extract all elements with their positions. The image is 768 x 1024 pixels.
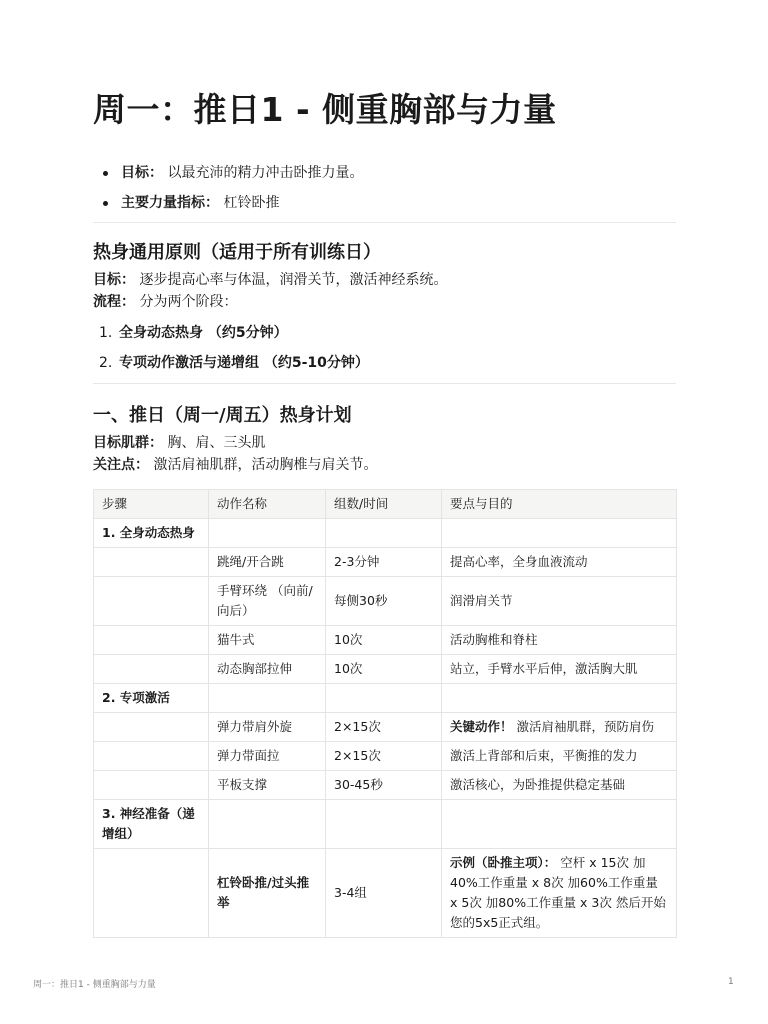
exercise-cell: 平板支撑: [209, 771, 326, 800]
item-key: 目标：: [121, 165, 163, 181]
focus-key: 关注点：: [93, 457, 149, 473]
exercise-cell: 动态胸部拉伸: [209, 655, 326, 684]
table-row: [94, 548, 677, 577]
muscles-value: 胸、肩、三头肌: [167, 435, 266, 451]
exercise-cell: 猫牛式: [209, 626, 326, 655]
warmup-goal: [93, 269, 447, 291]
divider: [93, 222, 676, 223]
push-muscles: [93, 432, 265, 454]
note-cell: 润滑肩关节: [442, 577, 677, 626]
focus-value: 激活肩袖肌群，活动胸椎与肩关节。: [153, 457, 378, 473]
exercise-cell: 手臂环绕 （向前/向后）: [209, 577, 326, 626]
sets-cell: 2×15次: [326, 742, 442, 771]
note-cell: 激活核心，为卧推提供稳定基础: [442, 771, 677, 800]
warmup-steps: [93, 318, 369, 378]
push-focus: [93, 454, 377, 476]
section-cell: 3. 神经准备（递增组）: [94, 800, 209, 849]
note-cell: 激活上背部和后束，平衡推的发力: [442, 742, 677, 771]
warmup-flow: [93, 291, 237, 313]
table-row: [94, 655, 677, 684]
goal-key: 目标：: [93, 272, 135, 288]
table-row: [94, 684, 677, 713]
table-row: [94, 742, 677, 771]
list-item: [93, 158, 363, 188]
exercise-cell: 跳绳/开合跳: [209, 548, 326, 577]
item-value: 杠铃卧推: [223, 195, 280, 211]
note-text: 空杆 x 15次 加40%工作重量 x 8次 加60%工作重量 x 5次 加80%工作重量 x 3次 然后开始您的5x5正式组。: [450, 855, 666, 930]
table-row: [94, 626, 677, 655]
flow-value: 分为两个阶段：: [139, 294, 238, 310]
note-cell: 活动胸椎和脊柱: [442, 626, 677, 655]
sets-cell: 10次: [326, 655, 442, 684]
warmup-heading: 热身通用原则（适用于所有训练日）: [93, 242, 381, 263]
note-key: 示例（卧推主项）：: [450, 855, 557, 870]
note-cell: 提高心率，全身血液流动: [442, 548, 677, 577]
table-row: [94, 849, 677, 938]
exercise-cell: 弹力带肩外旋: [209, 713, 326, 742]
flow-key: 流程：: [93, 294, 135, 310]
push-heading: 一、推日（周一/周五）热身计划: [93, 405, 352, 426]
intro-list: [93, 158, 363, 218]
step-number: 1.: [99, 325, 113, 341]
goal-value: 逐步提高心率与体温，润滑关节，激活神经系统。: [139, 272, 448, 288]
note-cell: 站立，手臂水平后伸，激活胸大肌: [442, 655, 677, 684]
table-row: [94, 519, 677, 548]
sets-cell: 3-4组: [326, 849, 442, 938]
step-text: 专项动作激活与递增组 （约5-10分钟）: [119, 355, 369, 371]
step-number: 2.: [99, 355, 113, 371]
warmup-table: [93, 489, 677, 938]
table-header-row: [94, 490, 677, 519]
note-cell: [442, 713, 677, 742]
header-notes: 要点与目的: [442, 490, 677, 519]
page-number: 1: [728, 977, 734, 987]
list-item: [93, 188, 363, 218]
sets-cell: 30-45秒: [326, 771, 442, 800]
header-sets: 组数/时间: [326, 490, 442, 519]
exercise-cell: 弹力带面拉: [209, 742, 326, 771]
list-item: [93, 348, 369, 378]
divider: [93, 383, 676, 384]
section-cell: 2. 专项激活: [94, 684, 209, 713]
table-row: [94, 771, 677, 800]
item-key: 主要力量指标：: [121, 195, 219, 211]
section-cell: 1. 全身动态热身: [94, 519, 209, 548]
header-step: 步骤: [94, 490, 209, 519]
table-row: [94, 577, 677, 626]
table-row: [94, 713, 677, 742]
sets-cell: 2-3分钟: [326, 548, 442, 577]
note-cell: [442, 849, 677, 938]
item-value: 以最充沛的精力冲击卧推力量。: [167, 165, 364, 181]
note-key: 关键动作！: [450, 719, 513, 734]
note-text: 激活肩袖肌群，预防肩伤: [516, 719, 655, 734]
header-exercise: 动作名称: [209, 490, 326, 519]
muscles-key: 目标肌群：: [93, 435, 163, 451]
footer-title: 周一：推日1 - 侧重胸部与力量: [33, 980, 156, 990]
list-item: [93, 318, 369, 348]
table-row: [94, 800, 677, 849]
sets-cell: 10次: [326, 626, 442, 655]
sets-cell: 2×15次: [326, 713, 442, 742]
page-title: 周一：推日1 - 侧重胸部与力量: [93, 90, 557, 129]
exercise-cell: 杠铃卧推/过头推举: [209, 849, 326, 938]
step-text: 全身动态热身 （约5分钟）: [119, 325, 288, 341]
sets-cell: 每侧30秒: [326, 577, 442, 626]
